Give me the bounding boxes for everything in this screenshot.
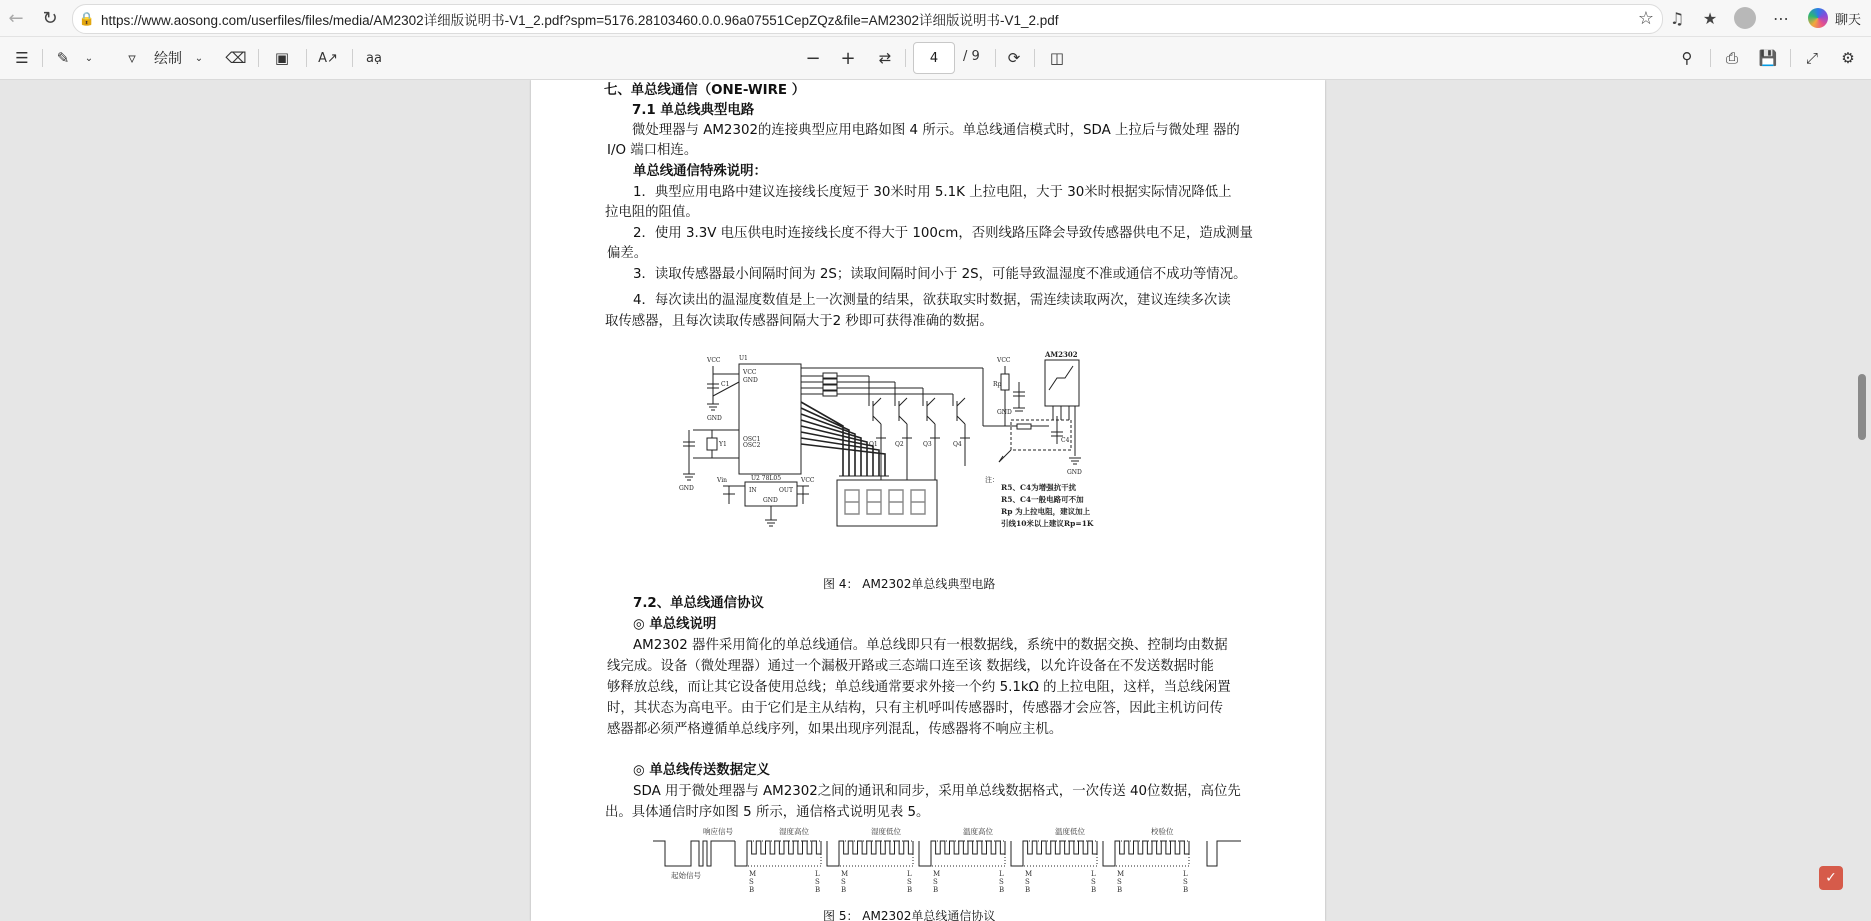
start-signal-label: 起始信号 — [671, 871, 701, 880]
draw-pen-icon[interactable]: ▿ — [128, 49, 136, 67]
q1-label: Q1 — [869, 441, 878, 448]
note-line: R5、C4一般电路可不加 — [1001, 495, 1084, 504]
gnd-label: GND — [1067, 469, 1082, 476]
note-head: 注： — [985, 476, 999, 484]
rp-label: Rp — [993, 381, 1002, 388]
print-icon[interactable]: ⎙ — [1725, 49, 1738, 67]
subsection-title: 7.1 单总线典型电路 — [632, 103, 755, 118]
vcc-label: VCC — [997, 357, 1011, 364]
browser-toolbar — [0, 0, 1871, 37]
paragraph-line: SDA 用于微处理器与 AM2302之间的通讯和同步，采用单总线数据格式，一次传送 40位数据，高位先 — [633, 784, 1241, 799]
paragraph-line: AM2302 器件采用简化的单总线通信。单总线即只有一根数据线，系统中的数据交换、控制均由数据 — [633, 638, 1228, 653]
c4-label: C4 — [1061, 437, 1070, 444]
osc1-label: OSC1 — [743, 436, 761, 443]
q3-label: Q3 — [923, 441, 932, 448]
mcu-gnd-label: GND — [743, 377, 758, 384]
seven-seg-display — [837, 480, 937, 526]
lsb-marker: L — [815, 870, 820, 878]
settings-gear-icon[interactable]: ⚙ — [1841, 49, 1855, 67]
page-view-icon[interactable]: ◫ — [1049, 49, 1065, 67]
note-line: Rp 为上拉电阻，建议加上 — [1001, 507, 1091, 516]
toolbar-divider — [905, 49, 906, 67]
pdf-page — [531, 80, 1325, 921]
more-menu-icon[interactable]: ⋯ — [1773, 8, 1789, 28]
eraser-icon[interactable]: ⌫ — [225, 49, 247, 67]
msb-marker: S — [1117, 878, 1122, 886]
paragraph-line: 线完成。设备（微处理器）通过一个漏极开路或三态端口连至该 数据线，以允许设备在不发送数据时能 — [607, 659, 1214, 674]
pullup-resistor — [1001, 374, 1009, 390]
note-item: 2．使用 3.3V 电压供电时连接线长度不得大于 100cm，否则线路压降会导致传感器供电不足，造成测量 — [633, 226, 1253, 241]
search-icon[interactable]: ⚲ — [1681, 49, 1693, 67]
circuit-diagram — [673, 346, 1139, 570]
note-line: 引线10米以上建议Rp=1K — [1001, 519, 1094, 528]
paragraph-line: 感器都必须严格遵循单总线序列，如果出现序列混乱，传感器将不响应主机。 — [607, 722, 1063, 737]
page-total: / 9 — [963, 49, 980, 64]
page-number-input[interactable]: 4 — [913, 42, 955, 74]
pdf-app-icon[interactable]: ✓ — [1819, 866, 1843, 890]
paragraph-line: 微处理器与 AM2302的连接典型应用电路如图 4 所示。单总线通信模式时，SDA 上拉后与微处理 器的 — [632, 123, 1240, 138]
draw-label[interactable]: 绘制 — [154, 51, 182, 67]
lsb-marker: B — [999, 886, 1005, 894]
toolbar-divider — [1790, 49, 1791, 67]
chat-label[interactable]: 聊天 — [1834, 13, 1861, 28]
byte-waveform — [827, 841, 913, 866]
temp-low-label: 温度低位 — [1055, 827, 1085, 836]
zoom-in-icon[interactable]: + — [840, 47, 856, 69]
byte-waveform — [1103, 841, 1189, 866]
lock-icon: 🔒 — [78, 11, 96, 27]
am2302-sensor — [1045, 360, 1079, 406]
note-item: 3．读取传感器最小间隔时间为 2S；读取间隔时间小于 2S，可能导致温湿度不准或通信不成功等情况。 — [633, 267, 1247, 282]
pdf-toolbar — [0, 37, 1871, 80]
zoom-out-icon[interactable]: − — [805, 47, 821, 69]
fullscreen-icon[interactable]: ⤢ — [1805, 49, 1818, 67]
paragraph-line: 时，其状态为高电平。由于它们是主从结构，只有主机呼叫传感器时，传感器才会应答，因此主机访问传 — [607, 701, 1223, 716]
paragraph-line: I/O 端口相连。 — [607, 143, 698, 158]
lsb-marker: S — [1183, 878, 1188, 886]
note-item: 4．每次读出的温湿度数值是上一次测量的结果，欲获取实时数据，需连续读取两次，建议连续多次读 — [633, 293, 1231, 308]
lsb-marker: L — [1183, 870, 1188, 878]
msb-marker: S — [841, 878, 846, 886]
checksum-label: 校验位 — [1151, 827, 1174, 836]
transistor-group — [869, 376, 970, 438]
favorite-star-icon[interactable]: ☆ — [1637, 8, 1654, 29]
gnd-label: GND — [997, 409, 1012, 416]
lsb-marker: L — [1091, 870, 1096, 878]
note-item: 偏差。 — [607, 246, 648, 261]
toolbar-divider — [1034, 49, 1035, 67]
gnd-label: GND — [707, 415, 722, 422]
data-def-title: ◎ 单总线传送数据定义 — [633, 763, 770, 778]
lsb-marker: S — [907, 878, 912, 886]
msb-marker: S — [933, 878, 938, 886]
fit-width-icon[interactable]: ⇄ — [878, 49, 892, 67]
msb-marker: B — [1117, 886, 1123, 894]
lsb-marker: S — [999, 878, 1004, 886]
reg-gnd-label: GND — [763, 497, 778, 504]
copilot-icon[interactable] — [1806, 6, 1830, 30]
lsb-marker: L — [907, 870, 912, 878]
q4-label: Q4 — [953, 441, 962, 448]
temp-high-label: 温度高位 — [963, 827, 993, 836]
lsb-marker: B — [1183, 886, 1189, 894]
msb-marker: M — [933, 870, 941, 878]
note-line: R5、C4为增强抗干扰 — [1001, 483, 1077, 492]
vin-label: Vin — [717, 477, 728, 484]
figure-caption: 图 4： AM2302单总线典型电路 — [823, 577, 996, 591]
notes-title: 单总线通信特殊说明： — [633, 164, 767, 179]
toolbar-divider — [1710, 49, 1711, 67]
response-signal-label: 响应信号 — [703, 827, 733, 836]
osc2-label: OSC2 — [743, 442, 761, 449]
vertical-scrollbar-thumb[interactable] — [1858, 374, 1866, 440]
mcu-vcc-label: VCC — [743, 369, 757, 376]
pdf-viewer[interactable] — [0, 80, 1871, 921]
byte-waveform — [919, 841, 1005, 866]
msb-marker: M — [749, 870, 757, 878]
msb-marker: M — [1025, 870, 1033, 878]
refresh-icon[interactable]: ↻ — [42, 7, 58, 29]
paragraph-line: 够释放总线，而让其它设备使用总线；单总线通常要求外接一个约 5.1kΩ 的上拉电阻，这样，当总线闲置 — [607, 680, 1231, 695]
c1-label: C1 — [721, 381, 730, 388]
hum-high-label: 湿度高位 — [779, 827, 809, 836]
contents-list-icon[interactable]: ☰ — [15, 49, 29, 67]
lsb-marker: L — [999, 870, 1004, 878]
toolbar-divider — [258, 49, 259, 67]
paragraph-line: 出。具体通信时序如图 5 所示，通信格式说明见表 5。 — [605, 805, 930, 820]
timing-diagram — [651, 826, 1241, 908]
byte-waveform — [735, 841, 821, 866]
toolbar-divider — [42, 49, 43, 67]
bus-desc-title: ◎ 单总线说明 — [633, 617, 717, 632]
reg-out-label: OUT — [779, 487, 793, 494]
lsb-marker: S — [1091, 878, 1096, 886]
highlight-icon[interactable]: ✎ — [56, 49, 70, 67]
chevron-down-icon[interactable]: ⌄ — [194, 52, 204, 64]
text-box-icon[interactable]: ▣ — [274, 49, 290, 67]
section-title: 七、单总线通信（ONE-WIRE ） — [604, 83, 806, 98]
toolbar-divider — [352, 49, 353, 67]
chevron-down-icon[interactable]: ⌄ — [84, 52, 94, 64]
vcc-label: VCC — [707, 357, 721, 364]
msb-marker: S — [1025, 878, 1030, 886]
vcc-label: VCC — [801, 477, 815, 484]
q2-label: Q2 — [895, 441, 904, 448]
note-item: 拉电阻的阻值。 — [605, 205, 699, 220]
msb-marker: M — [1117, 870, 1125, 878]
am2302-label: AM2302 — [1045, 350, 1078, 359]
hum-low-label: 湿度低位 — [871, 827, 901, 836]
byte-waveform — [1011, 841, 1097, 866]
msb-marker: B — [1025, 886, 1031, 894]
msb-marker: M — [841, 870, 849, 878]
save-icon[interactable]: 💾 — [1758, 49, 1778, 67]
lsb-marker: B — [907, 886, 913, 894]
regulator-label: U2 78L05 — [751, 475, 782, 482]
note-item: 取传感器，且每次读取传感器间隔大于2 秒即可获得准确的数据。 — [605, 314, 993, 329]
lsb-marker: B — [1091, 886, 1097, 894]
reg-in-label: IN — [749, 487, 757, 494]
gnd-label: GND — [679, 485, 694, 492]
lsb-marker: B — [815, 886, 821, 894]
favorites-icon[interactable]: ★ — [1702, 8, 1718, 28]
address-bar[interactable] — [72, 4, 1663, 34]
lsb-marker: S — [815, 878, 820, 886]
back-icon[interactable]: ← — [8, 7, 24, 29]
url-text: https://www.aosong.com/userfiles/files/media/AM2302详细版说明书-V1_2.pdf?spm=5176.28103460.0.0.96a07551CepZQz&file=AM2302详细版说明书-V1_2.pdf — [101, 13, 1059, 28]
msb-marker: S — [749, 878, 754, 886]
toolbar-divider — [995, 49, 996, 67]
toolbar-divider — [306, 49, 307, 67]
figure-caption: 图 5： AM2302单总线通信协议 — [823, 909, 996, 921]
y1-label: Y1 — [719, 441, 727, 448]
translate-icon[interactable]: aạ — [366, 50, 382, 66]
u1-label: U1 — [739, 355, 748, 362]
msb-marker: B — [933, 886, 939, 894]
read-aloud-a-icon[interactable]: A↗ — [318, 50, 338, 66]
read-aloud-icon[interactable]: ♫ — [1669, 8, 1685, 28]
subsection-title: 7.2、单总线通信协议 — [633, 596, 764, 611]
msb-marker: B — [749, 886, 755, 894]
profile-avatar[interactable] — [1733, 6, 1757, 30]
note-item: 1．典型应用电路中建议连接线长度短于 30米时用 5.1K 上拉电阻，大于 30米时根据实际情况降低上 — [633, 185, 1232, 200]
msb-marker: B — [841, 886, 847, 894]
rotate-icon[interactable]: ⟳ — [1007, 49, 1021, 67]
